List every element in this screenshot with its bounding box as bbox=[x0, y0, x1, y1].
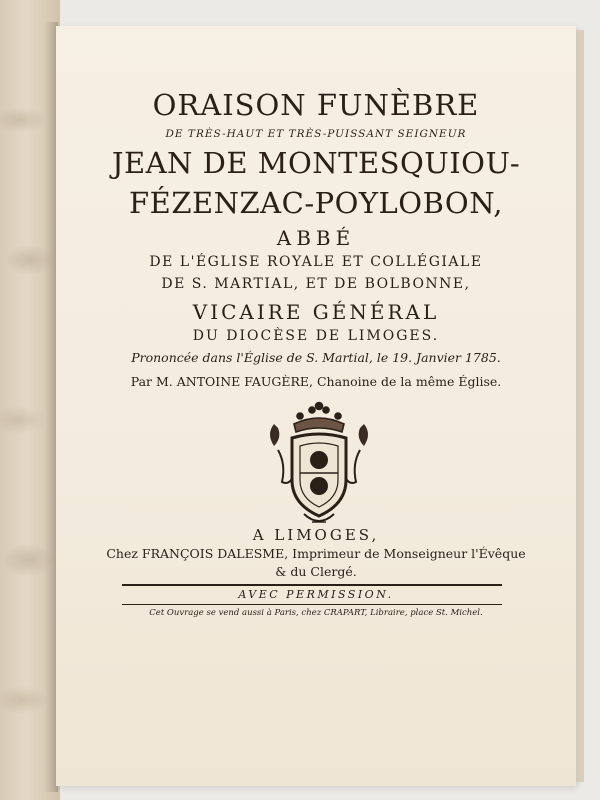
page-edge bbox=[576, 30, 584, 782]
coat-of-arms-icon bbox=[260, 394, 378, 532]
title-heading: ORAISON FUNÈBRE bbox=[152, 88, 480, 122]
permission-line: AVEC PERMISSION. bbox=[238, 588, 394, 601]
vicar-title: VICAIRE GÉNÉRAL bbox=[192, 300, 440, 324]
name-line-1: JEAN DE MONTESQUIOU- bbox=[111, 146, 521, 180]
church-line-2: DE S. MARTIAL, ET DE BOLBONNE, bbox=[161, 276, 471, 292]
abbe-title: ABBÉ bbox=[276, 226, 356, 250]
title-subheading: DE TRÈS-HAUT ET TRÈS-PUISSANT SEIGNEUR bbox=[165, 128, 467, 140]
author-line: Par M. ANTOINE FAUGÈRE, Chanoine de la même Église. bbox=[130, 374, 502, 389]
sale-note: Cet Ouvrage se vend aussi à Paris, chez CRAPART, Libraire, place St. Michel. bbox=[149, 608, 483, 618]
imprint-city: A LIMOGES, bbox=[252, 526, 380, 544]
divider-rule-lower bbox=[122, 604, 502, 605]
printer-line-1: Chez FRANÇOIS DALESME, Imprimeur de Monseigneur l'Évêque bbox=[106, 546, 526, 561]
title-page bbox=[56, 26, 576, 786]
divider-rule bbox=[122, 584, 502, 586]
church-line-1: DE L'ÉGLISE ROYALE ET COLLÉGIALE bbox=[149, 254, 483, 270]
delivered-line: Prononcée dans l'Église de S. Martial, le 19. Janvier 1785. bbox=[131, 350, 501, 365]
name-line-2: FÉZENZAC-POYLOBON, bbox=[129, 186, 503, 220]
printer-line-2: & du Clergé. bbox=[275, 564, 357, 579]
diocese-line: DU DIOCÈSE DE LIMOGES. bbox=[192, 328, 440, 344]
